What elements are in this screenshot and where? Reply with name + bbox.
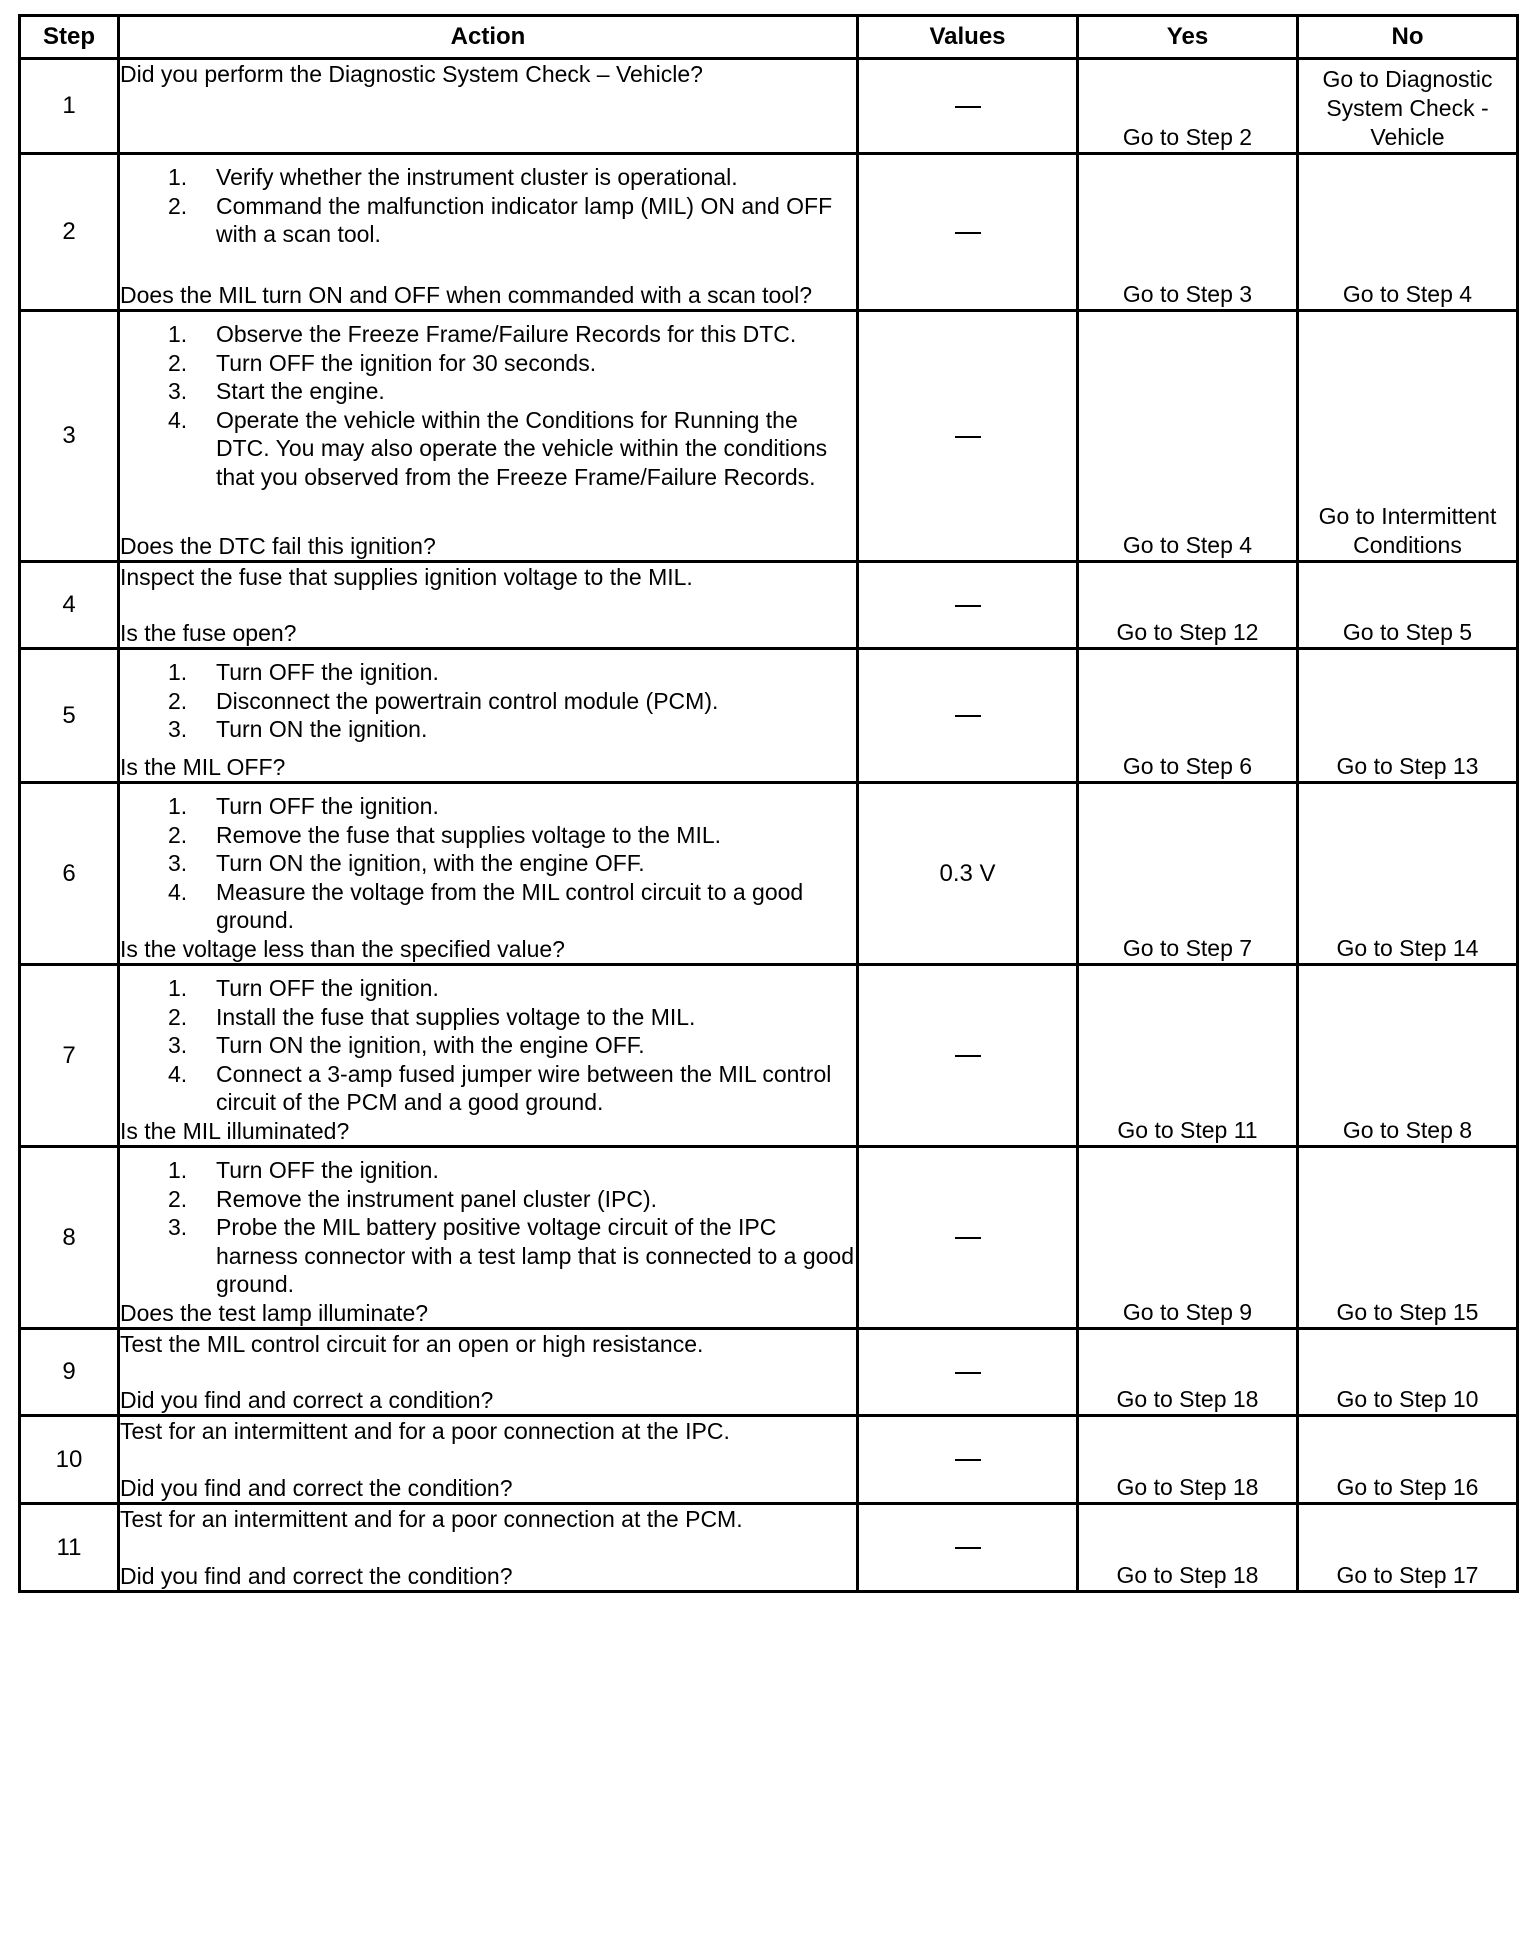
action-cell [119,1147,858,1329]
no-action: Go to Step 16 [1298,1416,1518,1504]
step-number: 7 [20,965,119,1147]
header-step: Step [20,16,119,59]
action-cell [119,562,858,649]
value-dash [955,1055,981,1057]
action-intro: Test for an intermittent and for a poor connection at the IPC. [120,1418,730,1444]
table-row [20,1504,1518,1592]
value-cell [858,154,1078,311]
action-cell [119,649,858,783]
header-no: No [1298,16,1518,59]
action-step-number: 2. [168,192,188,219]
action-step-text: Turn OFF the ignition for 30 seconds. [216,349,597,376]
action-step-number: 2. [168,1185,188,1212]
step-number: 3 [20,311,119,562]
value-cell [858,311,1078,562]
action-step-text: Verify whether the instrument cluster is operational. [216,164,738,190]
action-step-number: 4. [168,878,188,905]
step-number: 1 [20,59,119,154]
action-question: Does the DTC fail this ignition? [120,532,436,559]
action-steps-list [120,163,856,249]
value-dash [955,1237,981,1239]
action-content [120,1330,856,1414]
action-intro: Test the MIL control circuit for an open or high resistance. [120,1331,704,1357]
value-dash [955,232,981,234]
action-step-item [120,1003,856,1032]
action-steps-list [120,974,856,1117]
action-step-text: Turn ON the ignition, with the engine OFF. [216,850,645,876]
step-number: 8 [20,1147,119,1329]
action-step-text: Turn ON the ignition, with the engine OFF. [216,1032,645,1058]
action-step-item [120,974,856,1003]
action-question: Is the fuse open? [120,619,297,646]
action-question: Did you find and correct the condition? [120,1562,513,1589]
no-action: Go to Step 4 [1298,154,1518,311]
action-step-item [120,1213,856,1299]
action-step-number: 1. [168,793,188,819]
action-step-item [120,1031,856,1060]
action-step-item [120,163,856,192]
action-content [120,1417,856,1502]
action-step-item [120,821,856,850]
action-step-number: 2. [168,821,188,848]
action-step-number: 1. [168,975,188,1001]
yes-action: Go to Step 12 [1078,562,1298,649]
action-cell [119,783,858,965]
action-content [120,155,856,309]
action-content [120,1148,856,1327]
action-steps-list [120,320,856,491]
action-step-text: Probe the MIL battery positive voltage circuit of the IPC harness connector with a test lamp that is connected to a good ground. [216,1214,854,1297]
no-action: Go to Step 10 [1298,1329,1518,1416]
value-cell [858,59,1078,154]
action-step-text: Disconnect the powertrain control module (PCM). [216,687,719,714]
action-step-item [120,849,856,878]
yes-action: Go to Step 2 [1078,59,1298,154]
no-action: Go to Diagnostic System Check - Vehicle [1298,59,1518,154]
action-cell [119,59,858,154]
yes-action: Go to Step 18 [1078,1416,1298,1504]
action-cell [119,1416,858,1504]
no-action: Go to Step 15 [1298,1147,1518,1329]
table-row [20,649,1518,783]
action-step-number: 3. [168,716,188,742]
value-cell [858,965,1078,1147]
yes-action: Go to Step 9 [1078,1147,1298,1329]
action-step-number: 3. [168,1214,188,1240]
header-row [20,16,1518,59]
table-row [20,783,1518,965]
table-row [20,59,1518,154]
action-step-text: Turn OFF the ignition. [216,793,439,819]
action-step-text: Observe the Freeze Frame/Failure Records for this DTC. [216,321,797,347]
value-dash [955,1459,981,1461]
table-row [20,1416,1518,1504]
step-number: 9 [20,1329,119,1416]
action-cell [119,1504,858,1592]
no-action: Go to Step 5 [1298,562,1518,649]
value-cell [858,649,1078,783]
action-step-number: 4. [168,1060,188,1087]
action-question: Is the voltage less than the specified value? [120,935,565,962]
action-step-text: Remove the instrument panel cluster (IPC). [216,1185,658,1212]
value-cell [858,1416,1078,1504]
action-step-number: 3. [168,850,188,876]
yes-action: Go to Step 18 [1078,1329,1298,1416]
step-number: 10 [20,1416,119,1504]
action-step-number: 1. [168,321,188,347]
value-cell: 0.3 V [858,783,1078,965]
header-action: Action [119,16,858,59]
table-row [20,965,1518,1147]
diagnostic-table [18,14,1519,1593]
action-step-item [120,406,856,492]
value-cell [858,562,1078,649]
action-step-text: Install the fuse that supplies voltage to the MIL. [216,1003,696,1030]
action-question: Does the test lamp illuminate? [120,1299,429,1326]
action-step-item [120,320,856,349]
step-number: 2 [20,154,119,311]
action-step-item [120,192,856,249]
action-step-number: 2. [168,349,188,376]
no-action: Go to Step 8 [1298,965,1518,1147]
value-dash [955,436,981,438]
table-row [20,1329,1518,1416]
step-number: 5 [20,649,119,783]
action-step-item [120,1185,856,1214]
action-content [120,60,856,152]
action-step-item [120,715,856,744]
action-step-text: Command the malfunction indicator lamp (MIL) ON and OFF with a scan tool. [216,192,833,247]
value-dash [955,1547,981,1549]
header-values: Values [858,16,1078,59]
action-step-item [120,792,856,821]
value-cell [858,1147,1078,1329]
action-cell [119,1329,858,1416]
step-number: 11 [20,1504,119,1592]
no-action: Go to Step 17 [1298,1504,1518,1592]
no-action: Go to Intermittent Conditions [1298,311,1518,562]
action-cell [119,154,858,311]
action-step-number: 4. [168,406,188,433]
action-steps-list [120,1156,856,1299]
action-steps-list [120,658,856,744]
yes-action: Go to Step 7 [1078,783,1298,965]
action-content [120,650,856,781]
action-step-number: 3. [168,1032,188,1058]
action-intro: Test for an intermittent and for a poor connection at the PCM. [120,1506,743,1532]
action-step-item [120,1156,856,1185]
action-step-text: Turn OFF the ignition. [216,659,439,685]
action-step-text: Measure the voltage from the MIL control circuit to a good ground. [216,878,804,933]
action-cell [119,965,858,1147]
action-content [120,563,856,647]
action-step-text: Start the engine. [216,378,385,404]
table-row [20,562,1518,649]
action-step-number: 1. [168,659,188,685]
value-dash [955,715,981,717]
table-row [20,1147,1518,1329]
action-step-number: 1. [168,1157,188,1183]
yes-action: Go to Step 11 [1078,965,1298,1147]
action-intro: Did you perform the Diagnostic System Check – Vehicle? [120,61,703,87]
action-step-item [120,1060,856,1117]
value-cell [858,1504,1078,1592]
step-number: 4 [20,562,119,649]
value-dash [955,605,981,607]
no-action: Go to Step 13 [1298,649,1518,783]
action-step-text: Connect a 3-amp fused jumper wire between the MIL control circuit of the PCM and a good ground. [216,1060,832,1115]
value-cell [858,1329,1078,1416]
action-cell [119,311,858,562]
action-step-item [120,377,856,406]
action-question: Is the MIL OFF? [120,753,286,780]
action-step-number: 2. [168,687,188,714]
action-question: Is the MIL illuminated? [120,1117,350,1144]
action-step-item [120,658,856,687]
step-number: 6 [20,783,119,965]
table-row [20,154,1518,311]
action-content [120,312,856,560]
yes-action: Go to Step 4 [1078,311,1298,562]
no-action: Go to Step 14 [1298,783,1518,965]
action-steps-list [120,792,856,935]
yes-action: Go to Step 18 [1078,1504,1298,1592]
action-step-text: Operate the vehicle within the Conditions for Running the DTC. You may also operate the vehicle within the conditions that you observed from the Freeze Frame/Failure Records. [216,406,828,490]
value-dash [955,106,981,108]
action-step-text: Turn ON the ignition. [216,716,428,742]
action-step-item [120,687,856,716]
action-content [120,784,856,963]
action-content [120,1505,856,1590]
header-yes: Yes [1078,16,1298,59]
action-intro: Inspect the fuse that supplies ignition voltage to the MIL. [120,564,693,590]
action-step-item [120,878,856,935]
action-step-text: Remove the fuse that supplies voltage to the MIL. [216,821,722,848]
value-dash [955,1372,981,1374]
action-step-number: 1. [168,164,188,190]
action-question: Did you find and correct the condition? [120,1474,513,1501]
action-step-text: Turn OFF the ignition. [216,975,439,1001]
yes-action: Go to Step 6 [1078,649,1298,783]
yes-action: Go to Step 3 [1078,154,1298,311]
table-row [20,311,1518,562]
action-question: Did you find and correct a condition? [120,1386,494,1413]
action-step-item [120,349,856,378]
action-step-number: 3. [168,378,188,404]
action-step-number: 2. [168,1003,188,1030]
action-question: Does the MIL turn ON and OFF when commanded with a scan tool? [120,281,813,308]
action-step-text: Turn OFF the ignition. [216,1157,439,1183]
action-content [120,966,856,1145]
